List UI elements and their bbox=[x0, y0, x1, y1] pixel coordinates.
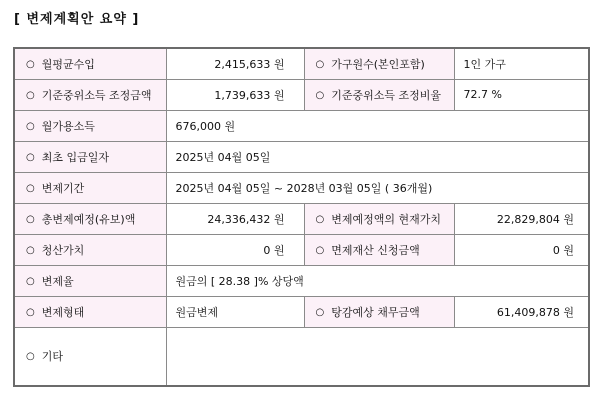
value-repayment-rate: 원금의 [ 28.38 ]% 상당액 bbox=[166, 265, 589, 296]
row-first-deposit-date bbox=[14, 141, 589, 172]
circle-bullet-icon: ○ bbox=[315, 244, 325, 256]
circle-bullet-icon: ○ bbox=[315, 306, 325, 318]
label-text: 최초 입금일자 bbox=[41, 150, 109, 164]
value-present-value-of-repayment: 22,829,804 원 bbox=[454, 203, 589, 234]
label-median-income-adjustment-ratio bbox=[304, 79, 454, 110]
label-household-size bbox=[304, 48, 454, 79]
row-liquidation-value bbox=[14, 234, 589, 265]
value-median-income-adjustment-ratio: 72.7 % bbox=[454, 79, 589, 110]
label-text: 가구원수(본인포함) bbox=[331, 57, 425, 71]
label-text: 총변제예정(유보)액 bbox=[41, 212, 136, 226]
row-median-income-adjustment bbox=[14, 79, 589, 110]
value-monthly-disposable-income: 676,000 원 bbox=[166, 110, 589, 141]
value-etc bbox=[166, 327, 589, 386]
row-repayment-type bbox=[14, 296, 589, 327]
circle-bullet-icon: ○ bbox=[315, 58, 325, 70]
circle-bullet-icon: ○ bbox=[26, 213, 35, 225]
label-liquidation-value bbox=[14, 234, 166, 265]
label-text: 변제형태 bbox=[41, 305, 85, 319]
label-text: 청산가치 bbox=[41, 243, 85, 257]
repayment-plan-summary-table bbox=[13, 47, 590, 387]
label-text: 기준중위소득 조정비율 bbox=[331, 88, 441, 102]
label-text: 월평균수입 bbox=[41, 57, 95, 71]
value-liquidation-value: 0 원 bbox=[166, 234, 304, 265]
label-total-expected-repayment bbox=[14, 203, 166, 234]
circle-bullet-icon: ○ bbox=[26, 244, 35, 256]
row-repayment-rate bbox=[14, 265, 589, 296]
label-median-income-adjusted-amount bbox=[14, 79, 166, 110]
label-text: 변제기간 bbox=[41, 181, 85, 195]
label-monthly-disposable-income bbox=[14, 110, 166, 141]
label-first-deposit-date bbox=[14, 141, 166, 172]
label-text: 변제율 bbox=[41, 274, 74, 288]
label-exempt-property-request bbox=[304, 234, 454, 265]
circle-bullet-icon: ○ bbox=[315, 213, 325, 225]
page-title: [ 변제계획안 요약 ] bbox=[14, 12, 140, 27]
value-household-size: 1인 가구 bbox=[454, 48, 589, 79]
circle-bullet-icon: ○ bbox=[315, 89, 325, 101]
row-monthly-disposable-income bbox=[14, 110, 589, 141]
label-etc bbox=[14, 327, 166, 386]
circle-bullet-icon: ○ bbox=[26, 120, 35, 132]
circle-bullet-icon: ○ bbox=[26, 182, 35, 194]
circle-bullet-icon: ○ bbox=[26, 151, 35, 163]
value-total-expected-repayment: 24,336,432 원 bbox=[166, 203, 304, 234]
value-median-income-adjusted-amount: 1,739,633 원 bbox=[166, 79, 304, 110]
row-repayment-period bbox=[14, 172, 589, 203]
value-expected-debt-reduction: 61,409,878 원 bbox=[454, 296, 589, 327]
circle-bullet-icon: ○ bbox=[26, 275, 35, 287]
label-text: 면제재산 신청금액 bbox=[331, 243, 420, 257]
label-monthly-average-income bbox=[14, 48, 166, 79]
circle-bullet-icon: ○ bbox=[26, 89, 35, 101]
value-monthly-average-income: 2,415,633 원 bbox=[166, 48, 304, 79]
label-repayment-type bbox=[14, 296, 166, 327]
label-text: 탕감예상 채무금액 bbox=[331, 305, 420, 319]
label-text: 월가용소득 bbox=[41, 119, 95, 133]
circle-bullet-icon: ○ bbox=[26, 58, 35, 70]
label-repayment-period bbox=[14, 172, 166, 203]
row-etc bbox=[14, 327, 589, 386]
label-expected-debt-reduction bbox=[304, 296, 454, 327]
label-present-value-of-repayment bbox=[304, 203, 454, 234]
label-text: 변제예정액의 현재가치 bbox=[331, 212, 441, 226]
label-repayment-rate bbox=[14, 265, 166, 296]
row-monthly-average-income bbox=[14, 48, 589, 79]
row-total-expected-repayment bbox=[14, 203, 589, 234]
circle-bullet-icon: ○ bbox=[26, 306, 35, 318]
value-repayment-period: 2025년 04월 05일 ~ 2028년 03월 05일 ( 36개월) bbox=[166, 172, 589, 203]
label-text: 기타 bbox=[41, 350, 63, 364]
value-first-deposit-date: 2025년 04월 05일 bbox=[166, 141, 589, 172]
value-exempt-property-request: 0 원 bbox=[454, 234, 589, 265]
label-text: 기준중위소득 조정금액 bbox=[41, 88, 152, 102]
value-repayment-type: 원금변제 bbox=[166, 296, 304, 327]
circle-bullet-icon: ○ bbox=[26, 351, 35, 363]
